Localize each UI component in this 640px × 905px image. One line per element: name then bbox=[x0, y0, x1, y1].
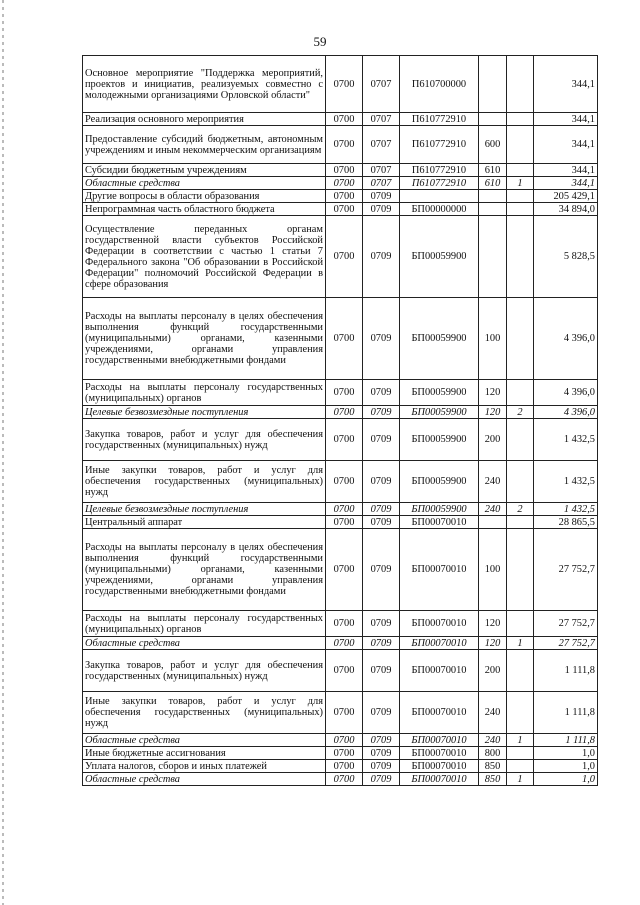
row-expense-type-cell: 240 bbox=[479, 461, 507, 503]
row-name-cell: Закупка товаров, работ и услуг для обеспечения государственных (муниципальных) нужд bbox=[83, 419, 326, 461]
table-row bbox=[83, 773, 598, 786]
row-source-cell bbox=[507, 419, 534, 461]
table-body bbox=[83, 56, 598, 786]
row-section-cell: 0700 bbox=[326, 773, 363, 786]
row-source-cell bbox=[507, 611, 534, 637]
row-expense-type-cell: 240 bbox=[479, 734, 507, 747]
table-row bbox=[83, 126, 598, 164]
table-row bbox=[83, 747, 598, 760]
row-section-cell: 0700 bbox=[326, 503, 363, 516]
table-row bbox=[83, 461, 598, 503]
table-row bbox=[83, 650, 598, 692]
row-subsection-cell: 0707 bbox=[363, 177, 400, 190]
row-section-cell: 0700 bbox=[326, 216, 363, 298]
row-name-cell: Расходы на выплаты персоналу в целях обеспечения выполнения функций государственными (муниципальными) органами, казенными учреждениями, органами управления государственными внебюджетными фондами bbox=[83, 298, 326, 380]
row-target-article-cell: БП00070010 bbox=[400, 747, 479, 760]
row-expense-type-cell: 850 bbox=[479, 760, 507, 773]
row-sum-cell: 1 111,8 bbox=[534, 692, 598, 734]
row-target-article-cell: БП00059900 bbox=[400, 216, 479, 298]
row-section-cell: 0700 bbox=[326, 190, 363, 203]
row-name-cell: Иные закупки товаров, работ и услуг для обеспечения государственных (муниципальных) нужд bbox=[83, 692, 326, 734]
table-row bbox=[83, 637, 598, 650]
row-name-cell: Центральный аппарат bbox=[83, 516, 326, 529]
row-sum-cell: 205 429,1 bbox=[534, 190, 598, 203]
row-source-cell bbox=[507, 760, 534, 773]
row-source-cell bbox=[507, 216, 534, 298]
table-row bbox=[83, 164, 598, 177]
row-target-article-cell: БП00070010 bbox=[400, 692, 479, 734]
row-target-article-cell: П610772910 bbox=[400, 113, 479, 126]
row-subsection-cell: 0709 bbox=[363, 380, 400, 406]
row-expense-type-cell bbox=[479, 56, 507, 113]
row-sum-cell: 5 828,5 bbox=[534, 216, 598, 298]
row-target-article-cell: БП00059900 bbox=[400, 406, 479, 419]
row-section-cell: 0700 bbox=[326, 650, 363, 692]
row-subsection-cell: 0709 bbox=[363, 650, 400, 692]
row-name-cell: Закупка товаров, работ и услуг для обеспечения государственных (муниципальных) нужд bbox=[83, 650, 326, 692]
row-name-cell: Основное мероприятие "Поддержка мероприятий, проектов и инициатив, реализуемых совместно с молодежными организациями Орловской области" bbox=[83, 56, 326, 113]
row-expense-type-cell: 800 bbox=[479, 747, 507, 760]
page-number: 59 bbox=[313, 34, 327, 49]
scan-edge bbox=[2, 0, 4, 905]
row-target-article-cell: БП00059900 bbox=[400, 298, 479, 380]
row-target-article-cell: БП00059900 bbox=[400, 461, 479, 503]
row-source-cell: 1 bbox=[507, 637, 534, 650]
row-expense-type-cell bbox=[479, 516, 507, 529]
row-subsection-cell: 0707 bbox=[363, 164, 400, 177]
table-row bbox=[83, 734, 598, 747]
table-row bbox=[83, 177, 598, 190]
row-expense-type-cell: 120 bbox=[479, 611, 507, 637]
row-sum-cell: 1,0 bbox=[534, 747, 598, 760]
row-target-article-cell: БП00070010 bbox=[400, 734, 479, 747]
row-expense-type-cell bbox=[479, 190, 507, 203]
row-target-article-cell: БП00070010 bbox=[400, 637, 479, 650]
row-expense-type-cell: 240 bbox=[479, 692, 507, 734]
row-sum-cell: 344,1 bbox=[534, 56, 598, 113]
row-expense-type-cell: 850 bbox=[479, 773, 507, 786]
row-section-cell: 0700 bbox=[326, 406, 363, 419]
row-source-cell bbox=[507, 126, 534, 164]
row-subsection-cell: 0709 bbox=[363, 461, 400, 503]
row-sum-cell: 1,0 bbox=[534, 760, 598, 773]
row-name-cell: Непрограммная часть областного бюджета bbox=[83, 203, 326, 216]
row-section-cell: 0700 bbox=[326, 611, 363, 637]
row-source-cell: 1 bbox=[507, 734, 534, 747]
table-row bbox=[83, 216, 598, 298]
row-sum-cell: 1 111,8 bbox=[534, 650, 598, 692]
row-sum-cell: 27 752,7 bbox=[534, 529, 598, 611]
row-section-cell: 0700 bbox=[326, 734, 363, 747]
row-name-cell: Областные средства bbox=[83, 773, 326, 786]
row-expense-type-cell: 120 bbox=[479, 406, 507, 419]
row-target-article-cell: БП00000000 bbox=[400, 203, 479, 216]
row-name-cell: Областные средства bbox=[83, 177, 326, 190]
table-row bbox=[83, 380, 598, 406]
row-subsection-cell: 0709 bbox=[363, 773, 400, 786]
row-section-cell: 0700 bbox=[326, 419, 363, 461]
row-section-cell: 0700 bbox=[326, 177, 363, 190]
row-name-cell: Областные средства bbox=[83, 734, 326, 747]
row-subsection-cell: 0709 bbox=[363, 529, 400, 611]
row-source-cell bbox=[507, 56, 534, 113]
table-row bbox=[83, 419, 598, 461]
table-row bbox=[83, 203, 598, 216]
row-source-cell bbox=[507, 516, 534, 529]
row-subsection-cell: 0709 bbox=[363, 190, 400, 203]
row-sum-cell: 4 396,0 bbox=[534, 380, 598, 406]
row-name-cell: Уплата налогов, сборов и иных платежей bbox=[83, 760, 326, 773]
row-sum-cell: 28 865,5 bbox=[534, 516, 598, 529]
row-target-article-cell: П610772910 bbox=[400, 177, 479, 190]
row-source-cell bbox=[507, 203, 534, 216]
row-sum-cell: 27 752,7 bbox=[534, 637, 598, 650]
row-name-cell: Расходы на выплаты персоналу в целях обеспечения выполнения функций государственными (муниципальными) органами, казенными учреждениями, органами управления государственными внебюджетными фондами bbox=[83, 529, 326, 611]
row-expense-type-cell bbox=[479, 203, 507, 216]
row-name-cell: Целевые безвозмездные поступления bbox=[83, 503, 326, 516]
row-section-cell: 0700 bbox=[326, 747, 363, 760]
row-section-cell: 0700 bbox=[326, 692, 363, 734]
row-source-cell bbox=[507, 461, 534, 503]
row-section-cell: 0700 bbox=[326, 298, 363, 380]
table-row bbox=[83, 516, 598, 529]
row-target-article-cell: П610772910 bbox=[400, 164, 479, 177]
row-name-cell: Иные закупки товаров, работ и услуг для обеспечения государственных (муниципальных) нужд bbox=[83, 461, 326, 503]
table-row bbox=[83, 529, 598, 611]
row-expense-type-cell: 240 bbox=[479, 503, 507, 516]
row-subsection-cell: 0709 bbox=[363, 406, 400, 419]
row-section-cell: 0700 bbox=[326, 164, 363, 177]
row-expense-type-cell bbox=[479, 113, 507, 126]
row-subsection-cell: 0709 bbox=[363, 298, 400, 380]
table-row bbox=[83, 406, 598, 419]
row-subsection-cell: 0709 bbox=[363, 203, 400, 216]
row-name-cell: Субсидии бюджетным учреждениям bbox=[83, 164, 326, 177]
row-expense-type-cell: 600 bbox=[479, 126, 507, 164]
row-sum-cell: 1 432,5 bbox=[534, 503, 598, 516]
row-section-cell: 0700 bbox=[326, 380, 363, 406]
row-sum-cell: 344,1 bbox=[534, 177, 598, 190]
row-target-article-cell: БП00070010 bbox=[400, 650, 479, 692]
row-section-cell: 0700 bbox=[326, 637, 363, 650]
row-subsection-cell: 0707 bbox=[363, 56, 400, 113]
row-sum-cell: 34 894,0 bbox=[534, 203, 598, 216]
table-row bbox=[83, 503, 598, 516]
row-name-cell: Реализация основного мероприятия bbox=[83, 113, 326, 126]
row-subsection-cell: 0709 bbox=[363, 747, 400, 760]
row-name-cell: Областные средства bbox=[83, 637, 326, 650]
row-sum-cell: 344,1 bbox=[534, 126, 598, 164]
row-source-cell bbox=[507, 113, 534, 126]
table-row bbox=[83, 298, 598, 380]
row-sum-cell: 27 752,7 bbox=[534, 611, 598, 637]
row-subsection-cell: 0709 bbox=[363, 637, 400, 650]
row-target-article-cell: П610772910 bbox=[400, 126, 479, 164]
row-sum-cell: 344,1 bbox=[534, 164, 598, 177]
row-target-article-cell bbox=[400, 190, 479, 203]
row-sum-cell: 1,0 bbox=[534, 773, 598, 786]
row-expense-type-cell: 100 bbox=[479, 529, 507, 611]
row-name-cell: Расходы на выплаты персоналу государственных (муниципальных) органов bbox=[83, 380, 326, 406]
row-expense-type-cell: 200 bbox=[479, 419, 507, 461]
row-target-article-cell: БП00070010 bbox=[400, 529, 479, 611]
row-sum-cell: 1 432,5 bbox=[534, 461, 598, 503]
row-subsection-cell: 0709 bbox=[363, 503, 400, 516]
row-target-article-cell: БП00070010 bbox=[400, 611, 479, 637]
row-name-cell: Иные бюджетные ассигнования bbox=[83, 747, 326, 760]
row-section-cell: 0700 bbox=[326, 56, 363, 113]
row-section-cell: 0700 bbox=[326, 516, 363, 529]
row-target-article-cell: БП00070010 bbox=[400, 760, 479, 773]
row-subsection-cell: 0709 bbox=[363, 419, 400, 461]
row-expense-type-cell: 610 bbox=[479, 164, 507, 177]
row-source-cell bbox=[507, 380, 534, 406]
table-row bbox=[83, 611, 598, 637]
row-section-cell: 0700 bbox=[326, 126, 363, 164]
row-sum-cell: 344,1 bbox=[534, 113, 598, 126]
row-subsection-cell: 0707 bbox=[363, 113, 400, 126]
row-expense-type-cell: 200 bbox=[479, 650, 507, 692]
row-name-cell: Осуществление переданных органам государственной власти субъектов Российской Федерации в соответствии с частью 1 статьи 7 Федерального закона "Об образовании в Российской Федерации" полномочий Российской Федерации в сфере образования bbox=[83, 216, 326, 298]
table-row bbox=[83, 113, 598, 126]
row-source-cell bbox=[507, 529, 534, 611]
row-section-cell: 0700 bbox=[326, 461, 363, 503]
row-source-cell bbox=[507, 190, 534, 203]
row-subsection-cell: 0709 bbox=[363, 516, 400, 529]
row-source-cell bbox=[507, 298, 534, 380]
budget-table bbox=[82, 55, 598, 786]
row-name-cell: Предоставление субсидий бюджетным, автономным учреждениям и иным некоммерческим организациям bbox=[83, 126, 326, 164]
row-sum-cell: 1 432,5 bbox=[534, 419, 598, 461]
row-source-cell: 2 bbox=[507, 503, 534, 516]
table-row bbox=[83, 692, 598, 734]
row-source-cell: 1 bbox=[507, 177, 534, 190]
row-expense-type-cell: 610 bbox=[479, 177, 507, 190]
row-name-cell: Целевые безвозмездные поступления bbox=[83, 406, 326, 419]
row-subsection-cell: 0709 bbox=[363, 692, 400, 734]
row-target-article-cell: БП00059900 bbox=[400, 503, 479, 516]
row-expense-type-cell bbox=[479, 216, 507, 298]
row-name-cell: Другие вопросы в области образования bbox=[83, 190, 326, 203]
row-source-cell bbox=[507, 164, 534, 177]
row-subsection-cell: 0709 bbox=[363, 216, 400, 298]
row-target-article-cell: БП00059900 bbox=[400, 380, 479, 406]
row-subsection-cell: 0709 bbox=[363, 734, 400, 747]
row-source-cell bbox=[507, 692, 534, 734]
table-row bbox=[83, 190, 598, 203]
row-source-cell: 1 bbox=[507, 773, 534, 786]
row-expense-type-cell: 100 bbox=[479, 298, 507, 380]
row-expense-type-cell: 120 bbox=[479, 380, 507, 406]
row-subsection-cell: 0707 bbox=[363, 126, 400, 164]
table-row bbox=[83, 56, 598, 113]
row-section-cell: 0700 bbox=[326, 113, 363, 126]
row-target-article-cell: БП00070010 bbox=[400, 773, 479, 786]
row-section-cell: 0700 bbox=[326, 529, 363, 611]
row-sum-cell: 4 396,0 bbox=[534, 298, 598, 380]
row-source-cell: 2 bbox=[507, 406, 534, 419]
row-subsection-cell: 0709 bbox=[363, 611, 400, 637]
row-source-cell bbox=[507, 747, 534, 760]
row-sum-cell: 1 111,8 bbox=[534, 734, 598, 747]
table-row bbox=[83, 760, 598, 773]
row-name-cell: Расходы на выплаты персоналу государственных (муниципальных) органов bbox=[83, 611, 326, 637]
row-sum-cell: 4 396,0 bbox=[534, 406, 598, 419]
row-subsection-cell: 0709 bbox=[363, 760, 400, 773]
row-section-cell: 0700 bbox=[326, 203, 363, 216]
row-source-cell bbox=[507, 650, 534, 692]
row-expense-type-cell: 120 bbox=[479, 637, 507, 650]
row-target-article-cell: БП00059900 bbox=[400, 419, 479, 461]
row-target-article-cell: П610700000 bbox=[400, 56, 479, 113]
row-target-article-cell: БП00070010 bbox=[400, 516, 479, 529]
row-section-cell: 0700 bbox=[326, 760, 363, 773]
